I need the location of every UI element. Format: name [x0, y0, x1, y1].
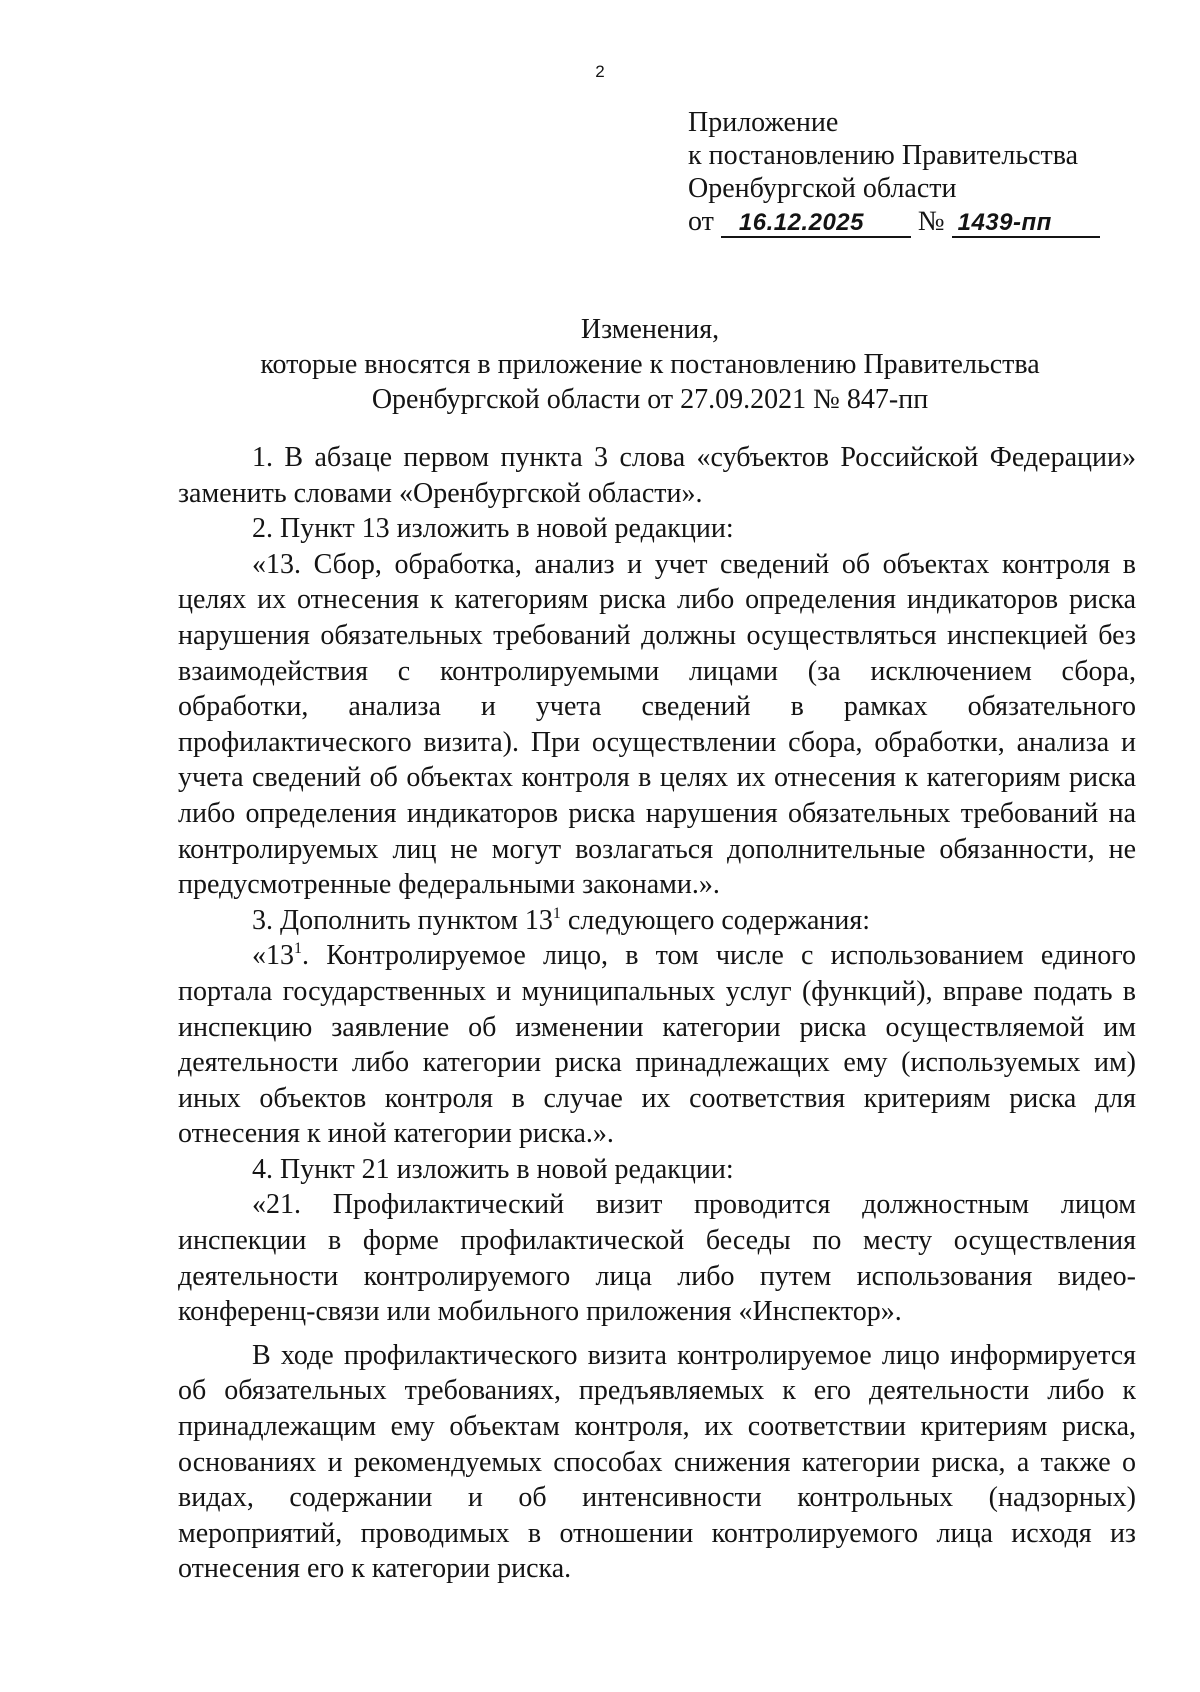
- paragraph-2: 2. Пункт 13 изложить в новой редакции:: [252, 513, 734, 545]
- from-label: от: [688, 206, 714, 237]
- paragraph-5-tail: . Контролируемое лицо, в том числе с использованием единого портала государственных и муниципальных услуг (функций), вправе подать в инспекцию заявление об изменении категории риска осуществляемой им деятельности либо категории риска принадлежащих ему (используемых им) иных объектов контроля в случае их соответствия критериям риска для отнесения к иной категории риска.».: [178, 940, 1136, 1150]
- superscript-1: 1: [294, 940, 302, 958]
- document-title: [160, 312, 1140, 417]
- paragraph-4: [178, 903, 1136, 939]
- paragraph-8: В ходе профилактического визита контролируемое лицо информируется об обязательных требованиях, предъявляемых к его деятельности либо к принадлежащим ему объектам контроля, их соответствии критериям риска, основаниях и рекомендуемых способах снижения категории риска, а также о видах, содержании и об интенсивности контрольных (надзорных) мероприятий, проводимых в отношении контролируемого лица исходя из отнесения его к категории риска.: [178, 1339, 1136, 1585]
- title-line-2: которые вносятся в приложение к постановлению Правительства: [260, 349, 1040, 380]
- number-label: №: [917, 206, 945, 237]
- appendix-header: [688, 106, 1158, 238]
- page-number: 2: [595, 62, 605, 81]
- paragraph-1: 1. В абзаце первом пункта 3 слова «субъектов Российской Федерации» заменить словами «Оренбургской области».: [178, 442, 1136, 509]
- paragraph-4-text: 3. Дополнить пунктом 13: [252, 904, 553, 936]
- appendix-line-1: Приложение: [688, 107, 839, 138]
- title-line-1: Изменения,: [580, 314, 720, 345]
- paragraph-3: «13. Сбор, обработка, анализ и учет сведений об объектах контроля в целях их отнесения к категориям риска либо определения индикаторов риска нарушения обязательных требований должны осуществляться инспекцией без взаимодействия с контролируемыми лицами (за исключением сбора, обработки, анализа и учета сведений в рамках обязательного профилактического визита). При осуществлении сбора, обработки, анализа и учета сведений об объектах контроля в целях их отнесения к категориям риска либо определения индикаторов риска нарушения обязательных требований на контролируемых лиц не могут возлагаться дополнительные обязанности, не предусмотренные федеральными законами.».: [178, 548, 1136, 901]
- document-body: [178, 440, 1136, 1587]
- handwritten-number: 1439-пп: [952, 210, 1100, 238]
- paragraph-7: «21. Профилактический визит проводится должностным лицом инспекции в форме профилактической беседы по месту осуществления деятельности контролируемого лица либо путем использования видео-конференц-связи или мобильного приложения «Инспектор».: [178, 1189, 1136, 1328]
- paragraph-6: 4. Пункт 21 изложить в новой редакции:: [252, 1153, 734, 1185]
- title-line-3: Оренбургской области от 27.09.2021 № 847-пп: [371, 384, 929, 415]
- paragraph-5: [178, 938, 1136, 1152]
- handwritten-date: 16.12.2025: [721, 210, 911, 238]
- appendix-line-2: к постановлению Правительства: [688, 140, 1079, 171]
- paragraph-5-text: «13: [252, 940, 294, 972]
- paragraph-4-tail: следующего содержания:: [560, 904, 871, 936]
- superscript-1: 1: [552, 904, 561, 922]
- appendix-line-3: Оренбургской области: [688, 173, 957, 204]
- appendix-date-line: [688, 205, 1158, 238]
